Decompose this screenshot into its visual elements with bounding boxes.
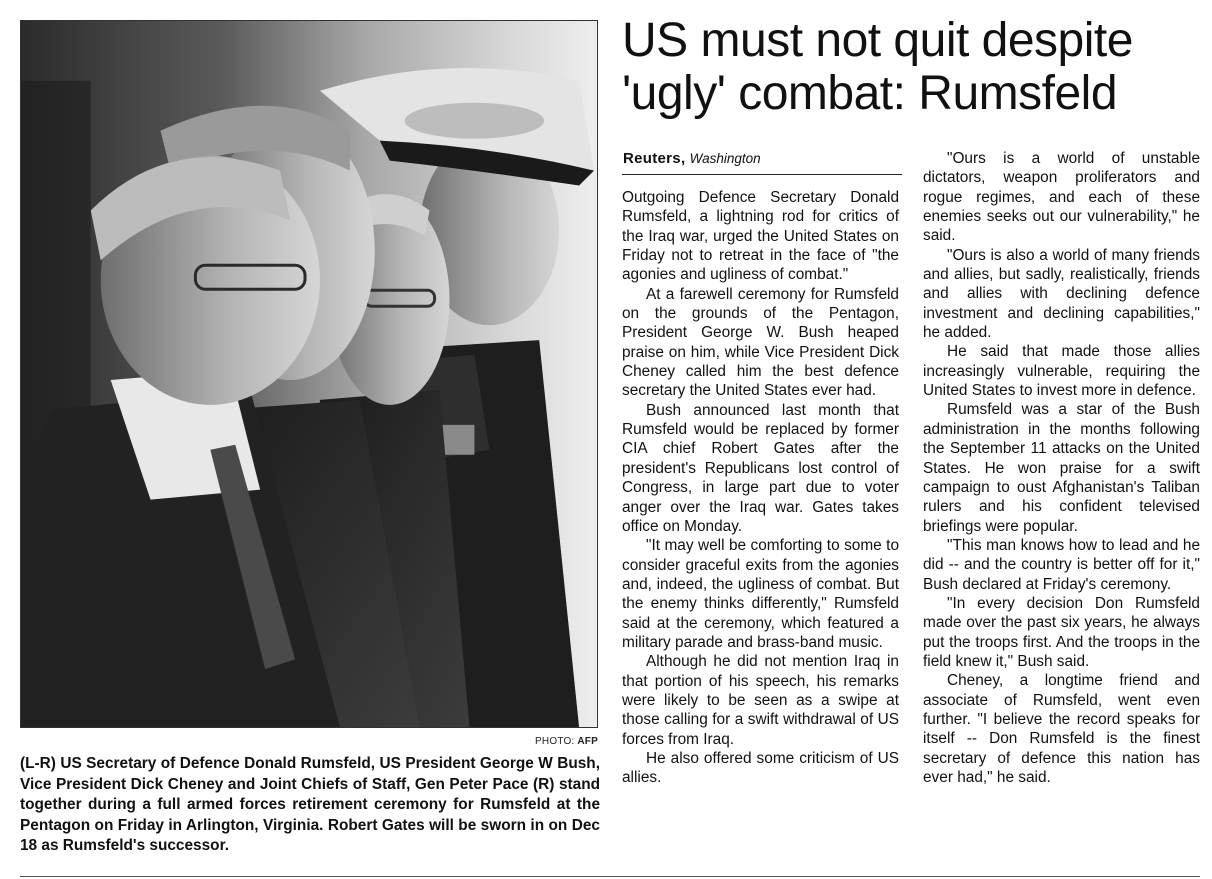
article-column-1 xyxy=(622,188,899,788)
article-headline: US must not quit despite 'ugly' combat: Rumsfeld xyxy=(622,14,1133,120)
paragraph: At a farewell ceremony for Rumsfeld on the grounds of the Pentagon, President George W. Bush heaped praise on him, while Vice President Dick Cheney called him the best defence secretary the United States ever had. xyxy=(622,285,899,400)
byline-divider xyxy=(622,174,902,175)
bottom-divider xyxy=(20,876,1200,877)
paragraph: He said that made those allies increasingly vulnerable, requiring the United States to invest more in defence. xyxy=(923,343,1200,400)
photo-caption: (L-R) US Secretary of Defence Donald Rumsfeld, US President George W Bush, Vice President Dick Cheney and Joint Chiefs of Staff, Gen Peter Pace (R) stand together during a full armed forces retirement ceremony for Rumsfeld at the Pentagon on Friday in Arlington, Virginia. Robert Gates will be sworn in on Dec 18 as Rumsfeld's successor. xyxy=(20,755,600,855)
paragraph: "In every decision Don Rumsfeld made over the past six years, he always put the troops first. And the troops in the field knew it," Bush said. xyxy=(923,594,1200,670)
byline xyxy=(623,150,761,167)
byline-agency: Reuters, xyxy=(623,150,686,167)
paragraph: Rumsfeld was a star of the Bush administration in the months following the September 11 attacks on the United States. He won praise for a swift campaign to oust Afghanistan's Taliban rulers and his confident televised briefings were popular. xyxy=(923,401,1200,535)
paragraph: "It may well be comforting to some to consider graceful exits from the agonies and, indeed, the ugliness of combat. But the enemy thinks differently," Rumsfeld said at the ceremony, which featured a military parade and brass-band music. xyxy=(622,537,899,651)
photo-credit-source: AFP xyxy=(577,736,598,747)
paragraph: Cheney, a longtime friend and associate of Rumsfeld, went even further. "I believe the record speaks for itself -- Don Rumsfeld is the finest secretary of defence this nation has ever had," he said. xyxy=(923,672,1200,786)
paragraph: "Ours is a world of unstable dictators, weapon proliferators and rogue regimes, and each of these enemies seeks out our vulnerability," he said. xyxy=(923,150,1200,245)
photo-illustration xyxy=(21,21,597,727)
news-photo xyxy=(20,20,598,728)
photo-credit xyxy=(20,736,598,747)
byline-place: Washington xyxy=(689,151,761,166)
article-column-2 xyxy=(923,149,1200,787)
paragraph: "Ours is also a world of many friends and allies, but sadly, realistically, friends and allies with declining defence investment and declining capabilities," he added. xyxy=(923,246,1200,342)
paragraph: Outgoing Defence Secretary Donald Rumsfeld, a lightning rod for critics of the Iraq war, urged the United States on Friday not to retreat in the face of "the agonies and ugliness of combat." xyxy=(622,189,899,284)
paragraph: Although he did not mention Iraq in that portion of his speech, his remarks were likely to be seen as a swipe at those calling for a swift withdrawal of US forces from Iraq. xyxy=(622,653,899,748)
paragraph: "This man knows how to lead and he did -- and the country is better off for it," Bush declared at Friday's ceremony. xyxy=(923,536,1200,593)
paragraph: Bush announced last month that Rumsfeld would be replaced by former CIA chief Robert Gates after the president's Republicans lost control of Congress, in large part due to voter anger over the Iraq war. Gates takes office on Monday. xyxy=(622,401,899,535)
photo-credit-label: PHOTO: xyxy=(535,736,575,747)
paragraph: He also offered some criticism of US allies. xyxy=(622,749,899,787)
